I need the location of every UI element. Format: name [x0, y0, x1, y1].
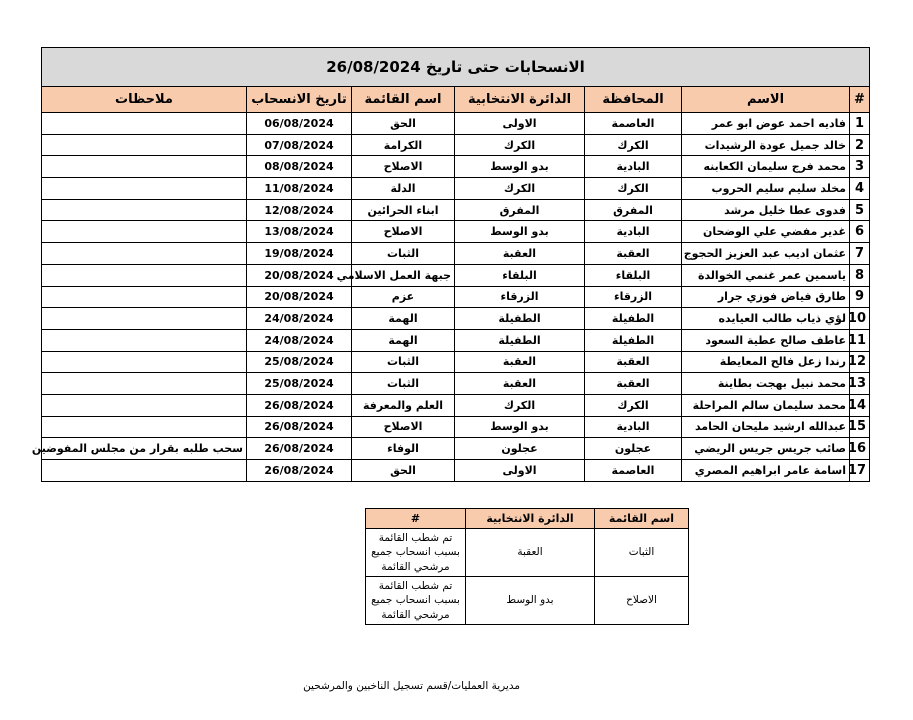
- row-notes: [42, 416, 247, 438]
- row-district: العقبة: [455, 373, 585, 395]
- table-row: [42, 221, 870, 243]
- withdrawals-table-wrapper: [31, 47, 869, 482]
- row-governorate: العقبة: [585, 373, 682, 395]
- row-name: عاطف صالح عطية السعود: [682, 329, 850, 351]
- row-list: الحق: [352, 460, 455, 482]
- struck-list-district: العقبة: [466, 529, 595, 577]
- row-date: 06/08/2024: [247, 113, 352, 135]
- row-date: 26/08/2024: [247, 460, 352, 482]
- row-list: الوفاء: [352, 438, 455, 460]
- row-name: عبدالله ارشيد مليحان الحامد: [682, 416, 850, 438]
- second-header-note: #: [366, 509, 466, 529]
- row-district: بدو الوسط: [455, 416, 585, 438]
- row-notes: [42, 394, 247, 416]
- row-num: 15: [850, 416, 870, 438]
- table-row: [42, 199, 870, 221]
- row-num: 12: [850, 351, 870, 373]
- row-notes: [42, 264, 247, 286]
- struck-list-name: الثبات: [595, 529, 689, 577]
- row-governorate: عجلون: [585, 438, 682, 460]
- row-date: 08/08/2024: [247, 156, 352, 178]
- table-row: [42, 351, 870, 373]
- row-date: 24/08/2024: [247, 329, 352, 351]
- table-row: [42, 156, 870, 178]
- row-date: 25/08/2024: [247, 373, 352, 395]
- row-num: 11: [850, 329, 870, 351]
- row-list: عزم: [352, 286, 455, 308]
- row-num: 1: [850, 113, 870, 135]
- struck-list-row: [366, 577, 689, 625]
- row-district: العقبة: [455, 243, 585, 265]
- row-governorate: العاصمة: [585, 460, 682, 482]
- second-header-list: اسم القائمة: [595, 509, 689, 529]
- row-date: 20/08/2024: [247, 286, 352, 308]
- table-row: [42, 329, 870, 351]
- row-district: الطفيلة: [455, 329, 585, 351]
- row-num: 17: [850, 460, 870, 482]
- table-row: [42, 286, 870, 308]
- struck-list-note: [366, 577, 466, 625]
- row-list: الدلة: [352, 178, 455, 200]
- row-num: 16: [850, 438, 870, 460]
- row-governorate: البادية: [585, 416, 682, 438]
- row-district: الاولى: [455, 460, 585, 482]
- header-row: [42, 87, 870, 113]
- row-governorate: البادية: [585, 156, 682, 178]
- second-header-district: الدائرة الانتخابية: [466, 509, 595, 529]
- row-name: فدوى عطا خليل مرشد: [682, 199, 850, 221]
- header-name: الاسم: [682, 87, 850, 113]
- second-table-body: [366, 529, 689, 625]
- row-district: الكرك: [455, 394, 585, 416]
- table-row: [42, 438, 870, 460]
- row-governorate: العقبة: [585, 243, 682, 265]
- row-governorate: الكرك: [585, 134, 682, 156]
- row-name: غدير مفضي علي الوضحان: [682, 221, 850, 243]
- struck-list-district: بدو الوسط: [466, 577, 595, 625]
- row-date: 26/08/2024: [247, 438, 352, 460]
- struck-list-note-line: مرشحي القائمة: [381, 560, 450, 573]
- row-notes: سحب طلبه بقرار من مجلس المفوضين: [42, 438, 247, 460]
- table-row: [42, 243, 870, 265]
- table-row: [42, 134, 870, 156]
- row-date: 20/08/2024: [247, 264, 352, 286]
- header-date: تاريخ الانسحاب: [247, 87, 352, 113]
- row-num: 13: [850, 373, 870, 395]
- row-notes: [42, 113, 247, 135]
- row-governorate: البادية: [585, 221, 682, 243]
- row-list: الحق: [352, 113, 455, 135]
- struck-list-note-line: تم شطب القائمة: [378, 532, 453, 545]
- row-num: 10: [850, 308, 870, 330]
- row-notes: [42, 351, 247, 373]
- row-notes: [42, 308, 247, 330]
- row-district: الاولى: [455, 113, 585, 135]
- row-name: خالد جميل عودة الرشيدات: [682, 134, 850, 156]
- row-district: العقبة: [455, 351, 585, 373]
- row-date: 24/08/2024: [247, 308, 352, 330]
- table-row: [42, 308, 870, 330]
- row-num: 5: [850, 199, 870, 221]
- row-list: الكرامة: [352, 134, 455, 156]
- row-list: العلم والمعرفة: [352, 394, 455, 416]
- row-list: الهمة: [352, 329, 455, 351]
- row-name: صائب جريس جريس الريضي: [682, 438, 850, 460]
- row-governorate: الزرقاء: [585, 286, 682, 308]
- withdrawals-table: [31, 47, 870, 482]
- row-governorate: الكرك: [585, 394, 682, 416]
- row-num: 2: [850, 134, 870, 156]
- row-list: الاصلاح: [352, 416, 455, 438]
- footer-text: مديرية العمليات/قسم تسجيل الناخبين والمرشحين: [303, 680, 520, 692]
- row-district: الكرك: [455, 178, 585, 200]
- row-district: الزرقاء: [455, 286, 585, 308]
- row-list: الاصلاح: [352, 156, 455, 178]
- row-governorate: الطفيلة: [585, 308, 682, 330]
- row-district: الطفيلة: [455, 308, 585, 330]
- row-date: 12/08/2024: [247, 199, 352, 221]
- table-row: [42, 416, 870, 438]
- table-body: [31, 113, 870, 482]
- struck-list-note-line: بسبب انسحاب جميع: [371, 594, 460, 607]
- row-list: جبهة العمل الاسلامي: [352, 264, 455, 286]
- row-date: 26/08/2024: [247, 394, 352, 416]
- row-date: 07/08/2024: [247, 134, 352, 156]
- row-name: محمد فرج سليمان الكعابنه: [682, 156, 850, 178]
- row-governorate: الطفيلة: [585, 329, 682, 351]
- row-district: بدو الوسط: [455, 221, 585, 243]
- struck-lists-table: [365, 508, 689, 625]
- row-name: ياسمين عمر غنمي الخوالدة: [682, 264, 850, 286]
- row-governorate: العاصمة: [585, 113, 682, 135]
- row-name: محمد سليمان سالم المراحلة: [682, 394, 850, 416]
- struck-list-row: [366, 529, 689, 577]
- row-notes: [42, 286, 247, 308]
- table-row: [42, 264, 870, 286]
- row-list: الاصلاح: [352, 221, 455, 243]
- table-row: [42, 178, 870, 200]
- row-notes: [42, 329, 247, 351]
- row-notes: [42, 460, 247, 482]
- row-list: الهمة: [352, 308, 455, 330]
- row-notes: [42, 178, 247, 200]
- row-governorate: العقبة: [585, 351, 682, 373]
- row-notes: [42, 134, 247, 156]
- struck-list-note: [366, 529, 466, 577]
- row-governorate: البلقاء: [585, 264, 682, 286]
- row-date: 11/08/2024: [247, 178, 352, 200]
- row-name: طارق فياض فوزي جرار: [682, 286, 850, 308]
- row-date: 19/08/2024: [247, 243, 352, 265]
- row-name: اسامة عامر ابراهيم المصري: [682, 460, 850, 482]
- header-notes: ملاحظات: [42, 87, 247, 113]
- row-name: محمد نبيل بهجت بطاينة: [682, 373, 850, 395]
- struck-list-note-line: تم شطب القائمة: [378, 580, 453, 593]
- struck-list-note-line: مرشحي القائمة: [381, 608, 450, 621]
- header-num: #: [850, 87, 870, 113]
- row-num: 14: [850, 394, 870, 416]
- second-header-row: [366, 509, 689, 529]
- table-row: [42, 394, 870, 416]
- table-row: [42, 460, 870, 482]
- struck-list-note-line: بسبب انسحاب جميع: [371, 546, 460, 559]
- row-notes: [42, 243, 247, 265]
- row-notes: [42, 221, 247, 243]
- header-list: اسم القائمة: [352, 87, 455, 113]
- row-district: المفرق: [455, 199, 585, 221]
- struck-list-name: الاصلاح: [595, 577, 689, 625]
- row-list: ابناء الحرائين: [352, 199, 455, 221]
- row-list: الثبات: [352, 243, 455, 265]
- row-governorate: المفرق: [585, 199, 682, 221]
- row-num: 9: [850, 286, 870, 308]
- row-district: عجلون: [455, 438, 585, 460]
- row-notes: [42, 199, 247, 221]
- row-name: مخلد سليم سليم الحروب: [682, 178, 850, 200]
- struck-lists-table-wrapper: [365, 508, 689, 625]
- row-district: البلقاء: [455, 264, 585, 286]
- row-num: 4: [850, 178, 870, 200]
- row-list: الثبات: [352, 373, 455, 395]
- row-notes: [42, 373, 247, 395]
- table-row: [42, 373, 870, 395]
- row-name: عثمان اديب عبد العزيز الحجوج: [682, 243, 850, 265]
- row-name: فاديه احمد عوض ابو عمر: [682, 113, 850, 135]
- header-district: الدائرة الانتخابية: [455, 87, 585, 113]
- row-list: الثبات: [352, 351, 455, 373]
- row-num: 7: [850, 243, 870, 265]
- row-governorate: الكرك: [585, 178, 682, 200]
- row-notes: [42, 156, 247, 178]
- table-row: [42, 113, 870, 135]
- header-governorate: المحافظة: [585, 87, 682, 113]
- row-name: رندا زعل فالح المعايطة: [682, 351, 850, 373]
- row-date: 25/08/2024: [247, 351, 352, 373]
- row-num: 8: [850, 264, 870, 286]
- row-district: بدو الوسط: [455, 156, 585, 178]
- row-date: 13/08/2024: [247, 221, 352, 243]
- row-district: الكرك: [455, 134, 585, 156]
- row-num: 6: [850, 221, 870, 243]
- row-date: 26/08/2024: [247, 416, 352, 438]
- row-name: لؤي ذياب طالب العيايده: [682, 308, 850, 330]
- row-num: 3: [850, 156, 870, 178]
- table-title: الانسحابات حتى تاريخ 26/08/2024: [42, 48, 870, 87]
